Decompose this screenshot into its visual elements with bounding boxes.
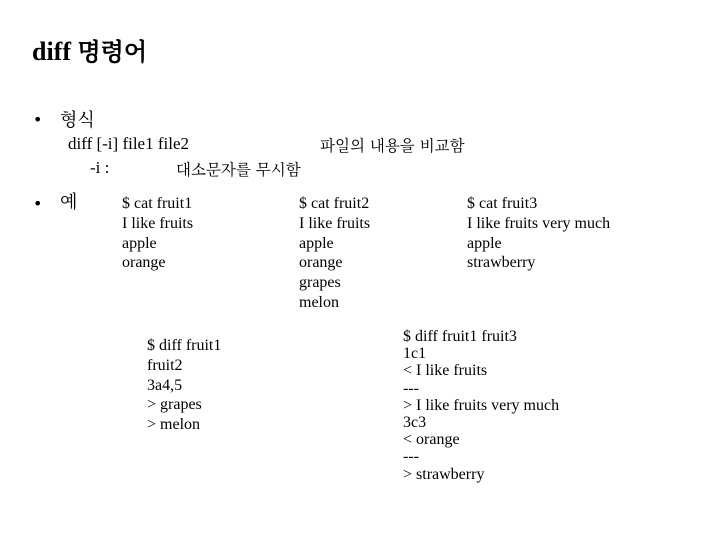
listing-line: 1c1 bbox=[403, 345, 427, 363]
listing-line: $ cat fruit1 bbox=[122, 195, 193, 212]
listing-line: I like fruits bbox=[122, 214, 194, 232]
diff-syntax-description: 파일의 내용을 비교함 bbox=[320, 137, 465, 155]
bullet-format: • bbox=[33, 110, 43, 129]
page-title bbox=[32, 32, 147, 67]
listing-line: apple bbox=[299, 234, 334, 252]
listing-line: grapes bbox=[299, 274, 341, 292]
listing-line: orange bbox=[122, 254, 166, 272]
listing-line: $ cat fruit2 bbox=[299, 195, 370, 212]
listing-line: fruit2 bbox=[147, 356, 183, 374]
listing-line: $ diff fruit1 bbox=[147, 337, 222, 354]
listing-line: --- bbox=[403, 448, 419, 466]
listing-cat-fruit2 bbox=[299, 194, 370, 313]
listing-line: I like fruits bbox=[299, 214, 371, 232]
listing-line: > strawberry bbox=[403, 465, 485, 483]
format-label: 형식 bbox=[60, 110, 95, 131]
listing-line: > I like fruits very much bbox=[403, 396, 560, 414]
diff-syntax: diff [-i] file1 file2 bbox=[68, 134, 190, 153]
listing-line: < orange bbox=[403, 431, 460, 449]
page-title-latin: diff bbox=[32, 37, 71, 66]
listing-line: strawberry bbox=[467, 254, 536, 272]
listing-line: < I like fruits bbox=[403, 362, 488, 380]
listing-line: 3c3 bbox=[403, 414, 427, 432]
listing-cat-fruit3 bbox=[467, 194, 610, 273]
listing-line: 3a4,5 bbox=[147, 376, 183, 394]
listing-line: $ diff fruit1 fruit3 bbox=[403, 328, 517, 345]
listing-line: melon bbox=[299, 293, 339, 311]
listing-diff-fruit1-fruit3 bbox=[403, 328, 559, 483]
listing-line: > melon bbox=[147, 416, 201, 434]
option-i: -i : bbox=[90, 158, 110, 177]
listing-line: > grapes bbox=[147, 396, 202, 414]
option-i-description: 대소문자를 무시함 bbox=[176, 161, 301, 179]
listing-diff-fruit1-fruit2 bbox=[147, 336, 221, 435]
listing-line: apple bbox=[467, 234, 502, 252]
listing-line: orange bbox=[299, 254, 343, 272]
bullet-example: • bbox=[33, 194, 43, 213]
page-title-korean: 명령어 bbox=[77, 38, 148, 66]
listing-line: $ cat fruit3 bbox=[467, 195, 538, 212]
listing-cat-fruit1 bbox=[122, 194, 193, 273]
listing-line: apple bbox=[122, 234, 157, 252]
listing-line: --- bbox=[403, 379, 419, 397]
listing-line: I like fruits very much bbox=[467, 214, 611, 232]
example-label: 예 bbox=[60, 192, 78, 213]
